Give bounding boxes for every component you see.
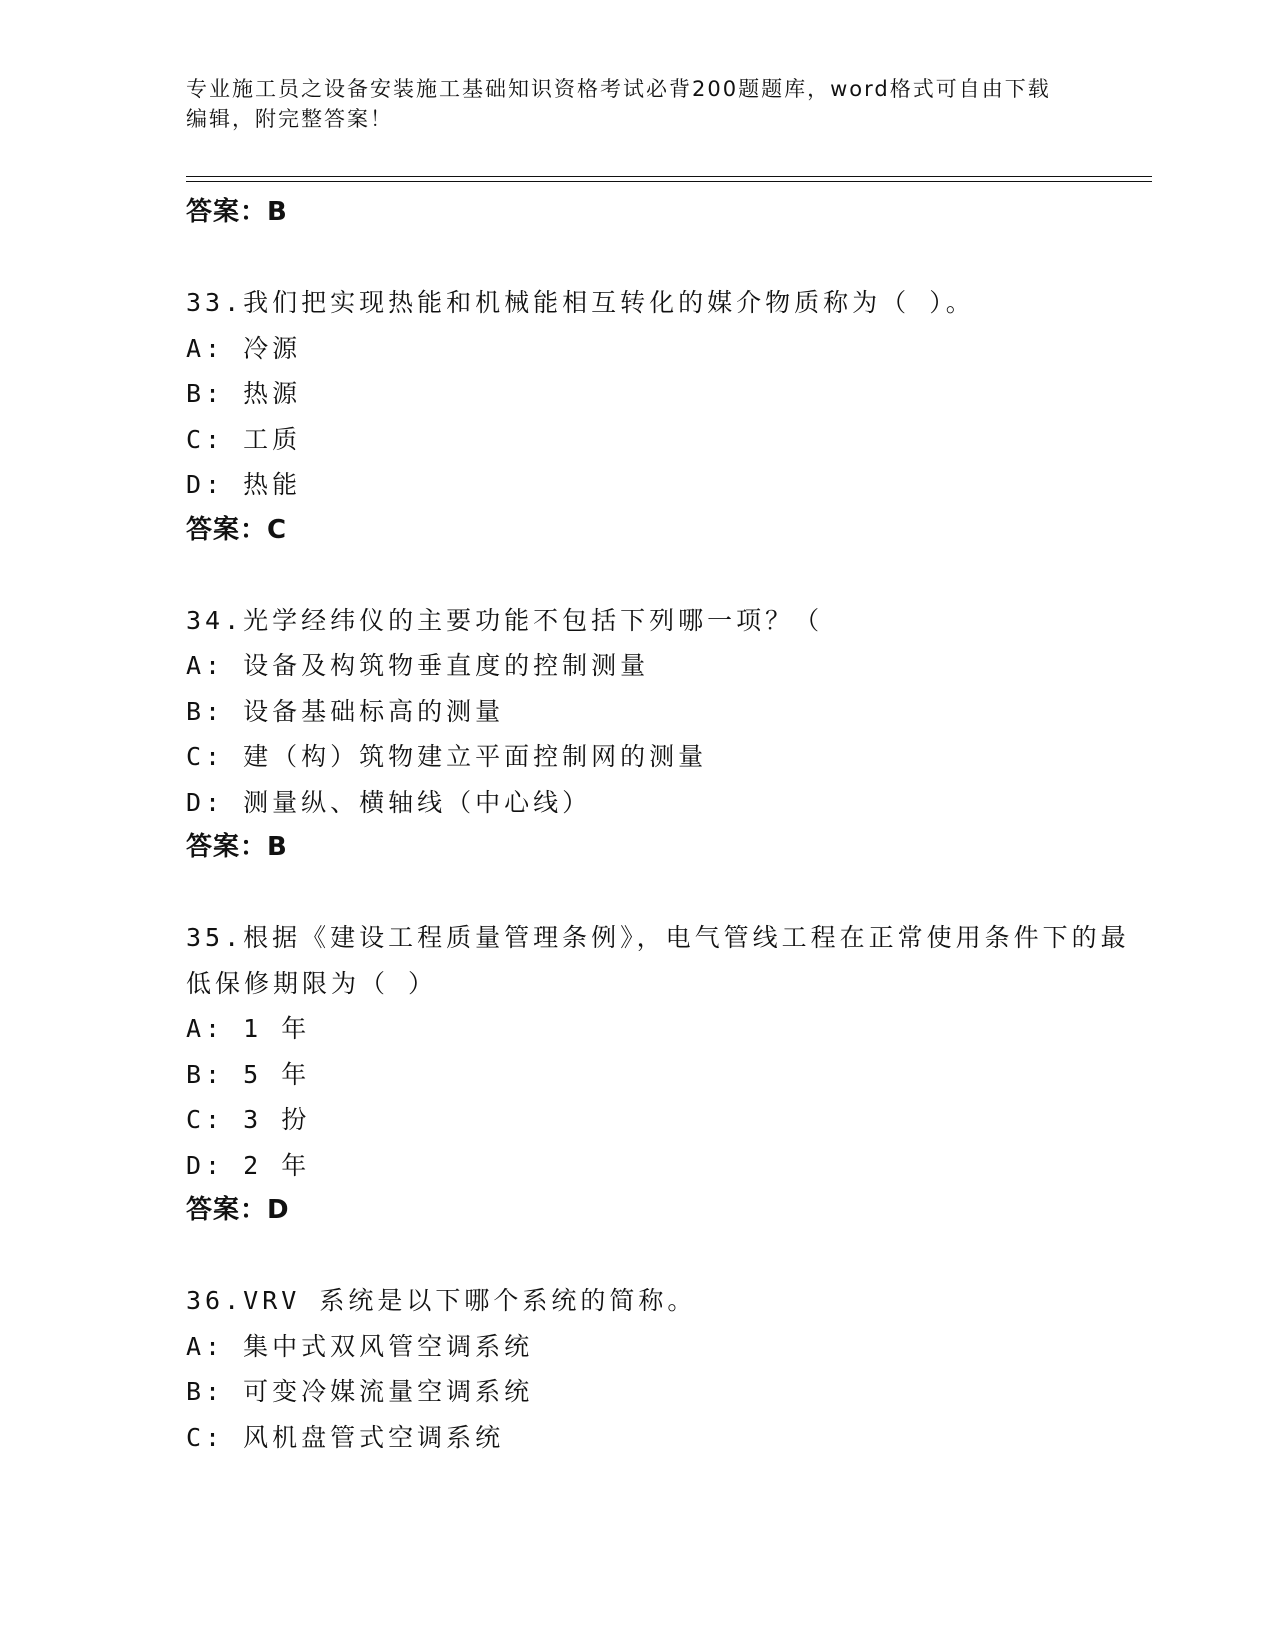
answer: 答案：C bbox=[186, 514, 288, 545]
previous-answer: 答案：B bbox=[186, 197, 288, 227]
option-d: D: 2 年 bbox=[186, 1150, 311, 1180]
question-stem: 36.VRV 系统是以下哪个系统的简称。 bbox=[186, 1286, 697, 1315]
document-header: 专业施工员之设备安装施工基础知识资格考试必背200题题库，word格式可自由下载编辑，附完整答案！ bbox=[186, 77, 1051, 131]
question-36 bbox=[186, 1278, 1146, 1460]
question-stem: 34.光学经纬仪的主要功能不包括下列哪一项？（ bbox=[186, 605, 824, 635]
header-rule-top bbox=[186, 176, 1152, 177]
question-stem: 35.根据《建设工程质量管理条例》，电气管线工程在正常使用条件下的最低保修期限为（ ） bbox=[186, 923, 1130, 998]
option-c: C: 3 扮 bbox=[186, 1105, 311, 1134]
option-d: D: 测量纵、横轴线（中心线） bbox=[186, 787, 592, 817]
option-a: A: 集中式双风管空调系统 bbox=[186, 1331, 534, 1361]
header-rule-bottom bbox=[186, 181, 1152, 182]
answer: 答案：B bbox=[186, 832, 288, 862]
option-a: A: 设备及构筑物垂直度的控制测量 bbox=[186, 651, 650, 680]
question-stem: 33.我们把实现热能和机械能相互转化的媒介物质称为（ ）。 bbox=[186, 288, 975, 317]
question-33 bbox=[186, 280, 1146, 552]
option-b: B: 可变冷媒流量空调系统 bbox=[186, 1377, 534, 1406]
option-b: B: 5 年 bbox=[186, 1059, 311, 1089]
option-b: B: 设备基础标高的测量 bbox=[186, 696, 505, 726]
option-c: C: 工质 bbox=[186, 424, 302, 454]
option-c: C: 建（构）筑物建立平面控制网的测量 bbox=[186, 742, 708, 771]
option-a: A: 冷源 bbox=[186, 333, 302, 363]
question-34 bbox=[186, 598, 1146, 870]
answer: 答案：D bbox=[186, 1195, 290, 1225]
option-b: B: 热源 bbox=[186, 379, 302, 408]
option-a: A: 1 年 bbox=[186, 1014, 311, 1043]
question-list bbox=[186, 190, 1146, 1506]
option-c: C: 风机盘管式空调系统 bbox=[186, 1422, 505, 1452]
question-35 bbox=[186, 915, 1146, 1232]
option-d: D: 热能 bbox=[186, 470, 302, 499]
